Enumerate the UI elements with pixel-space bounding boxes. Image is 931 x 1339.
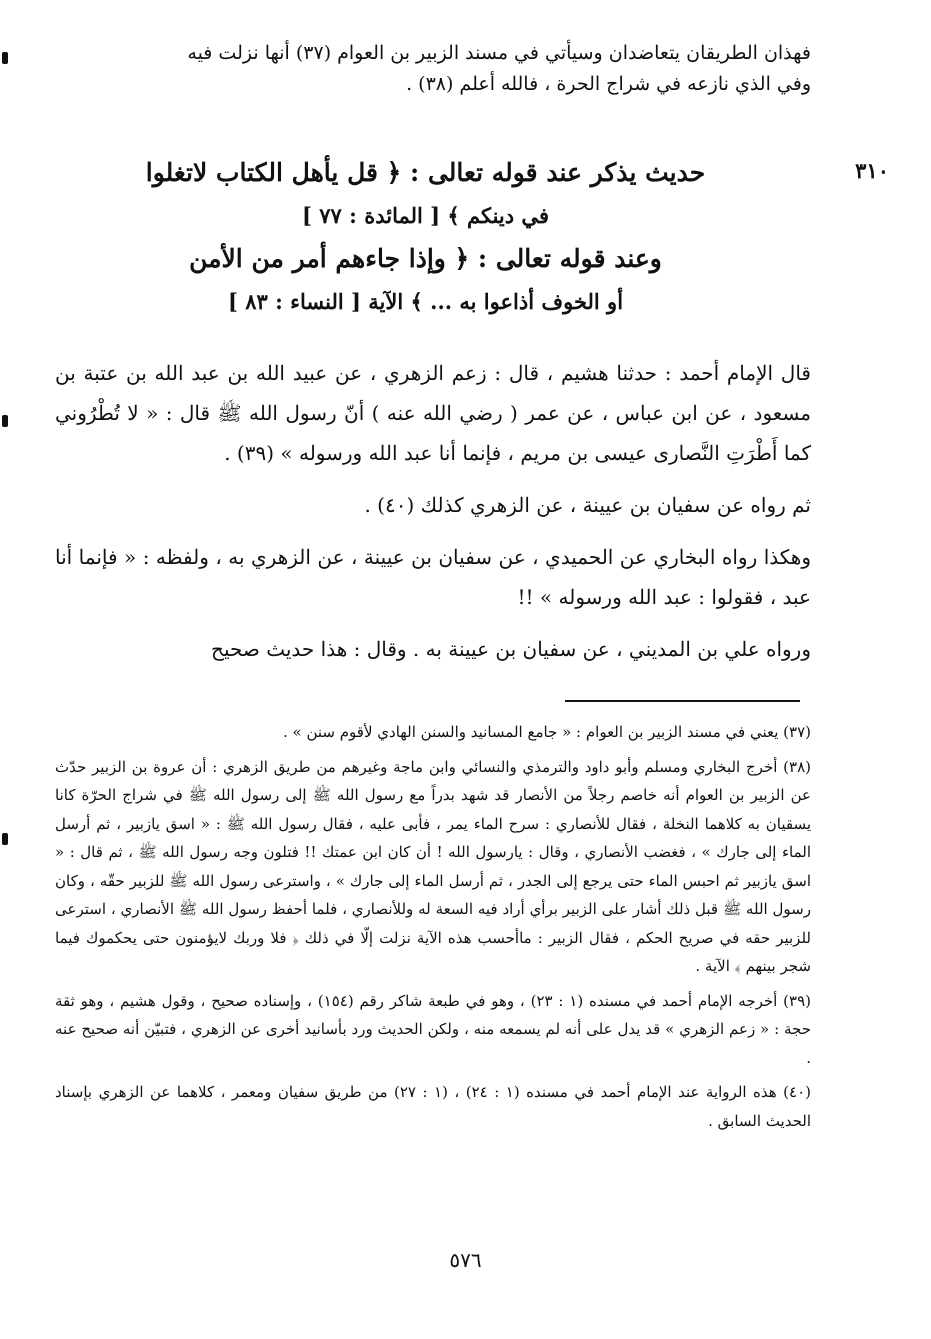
footnote: (٣٨) أخرج البخاري ومسلم وأبو داود والترمذي والنسائي وابن ماجة وغيرهم من طريق الزهري : أن عروة بن الزبير حدّث عن الزبير بن العوام أنه خاصم رجلاً من الأنصار قد شهد بدراً مع رسول الله ﷺ إلى رسول الله ﷺ في شراج الحرّة كانا يسقيان به كلاهما النخلة ، فقال للأنصاري : سرح الماء يمر ، فأبى عليه ، فقال رسول الله ﷺ : « اسق يازبير ، ثم أرسل الماء إلى جارك » ، فغضب الأنصاري ، وقال : يارسول الله ! أن كان ابن عمتك !! فتلون وجه رسول الله ﷺ ، ثم قال : « اسق يازبير ثم احبس الماء حتى يرجع إلى الجدر ، ثم أرسل الماء إلى جارك » ، واسترعى رسول الله ﷺ للزبير حقّه ، وكان رسول الله ﷺ قبل ذلك أشار على الزبير برأي أراد فيه السعة له وللأنصاري ، فلما أحفظ رسول الله ﷺ الأنصاري ، استرعى للزبير حقه في صريح الحكم ، فقال الزبير : ماأحسب هذه الآية نزلت إلّا في ذلك ﴿ فلا وربك لايؤمنون حتى يحكموك فيما شجر بينهم ﴾ الآية . (55, 757, 811, 975)
intro-line: فهذان الطريقان يتعاضدان وسيأتي في مسند الزبير بن العوام (٣٧) أنها نزلت فيه (187, 42, 811, 64)
body-paragraph: ورواه علي بن المديني ، عن سفيان بن عيينة به . وقال : هذا حديث صحيح (211, 637, 811, 661)
hadith-number: ٣١٠ (855, 158, 889, 183)
footnotes (55, 718, 811, 1141)
heading-line-2: في دينكم ﴾ [ المائدة : ٧٧ ] (302, 203, 549, 228)
page-number: ٥٧٦ (449, 1248, 482, 1272)
heading-line-3: وعند قوله تعالى : ﴿ وإذا جاءهم أمر من الأمن (189, 244, 662, 273)
footnote: (٣٩) أخرجه الإمام أحمد في مسنده (١ : ٢٣) ، وهو في طبعة شاكر رقم (١٥٤) ، وإسناده صحيح ، وقول هشيم ، وهو ثقة حجة : « زعم الزهري » قد يدل على أنه لم يسمعه منه ، ولكن الحديث ورد بأسانيد أخرى عن الزهري ، فتبيّن أنه صحيح عنه . (55, 991, 811, 1067)
margin-mark (2, 415, 8, 427)
main-text (55, 353, 811, 677)
intro-line: وفي الذي نازعه في شراج الحرة ، فالله أعلم (٣٨) . (406, 73, 811, 95)
heading-line-4: أو الخوف أذاعوا به ... ﴾ الآية [ النساء : ٨٣ ] (227, 289, 624, 314)
section-heading (110, 150, 741, 322)
footnote-separator (565, 700, 800, 702)
heading-line-1: حديث يذكر عند قوله تعالى : ﴿ قل يأهل الكتاب لاتغلوا (145, 158, 706, 187)
footnote: (٣٧) يعني في مسند الزبير بن العوام : « جامع المسانيد والسنن الهادي لأقوم سنن » . (282, 723, 811, 741)
body-paragraph: قال الإمام أحمد : حدثنا هشيم ، قال : زعم الزهري ، عن عبيد الله بن عبد الله بن عتبة بن مسعود ، عن ابن عباس ، عن عمر ( رضي الله عنه ) أنّ رسول الله ﷺ قال : « لا تُطْرُوني كما أَطْرَتِ النَّصارى عيسى بن مريم ، فإنما أنا عبد الله ورسوله » (٣٩) . (55, 361, 811, 465)
body-paragraph: ثم رواه عن سفيان بن عيينة ، عن الزهري كذلك (٤٠) . (364, 493, 811, 517)
margin-mark (2, 833, 8, 845)
body-paragraph: وهكذا رواه البخاري عن الحميدي ، عن سفيان بن عيينة ، عن الزهري به ، ولفظه : « فإنما أنا عبد ، فقولوا : عبد الله ورسوله » !! (55, 545, 811, 609)
margin-mark (2, 52, 8, 64)
footnote: (٤٠) هذه الرواية عند الإمام أحمد في مسنده (١ : ٢٤) ، (١ : ٢٧) من طريق سفيان ومعمر ، كلاهما عن الزهري بإسناد الحديث السابق . (55, 1083, 812, 1130)
intro-paragraph (90, 38, 811, 100)
